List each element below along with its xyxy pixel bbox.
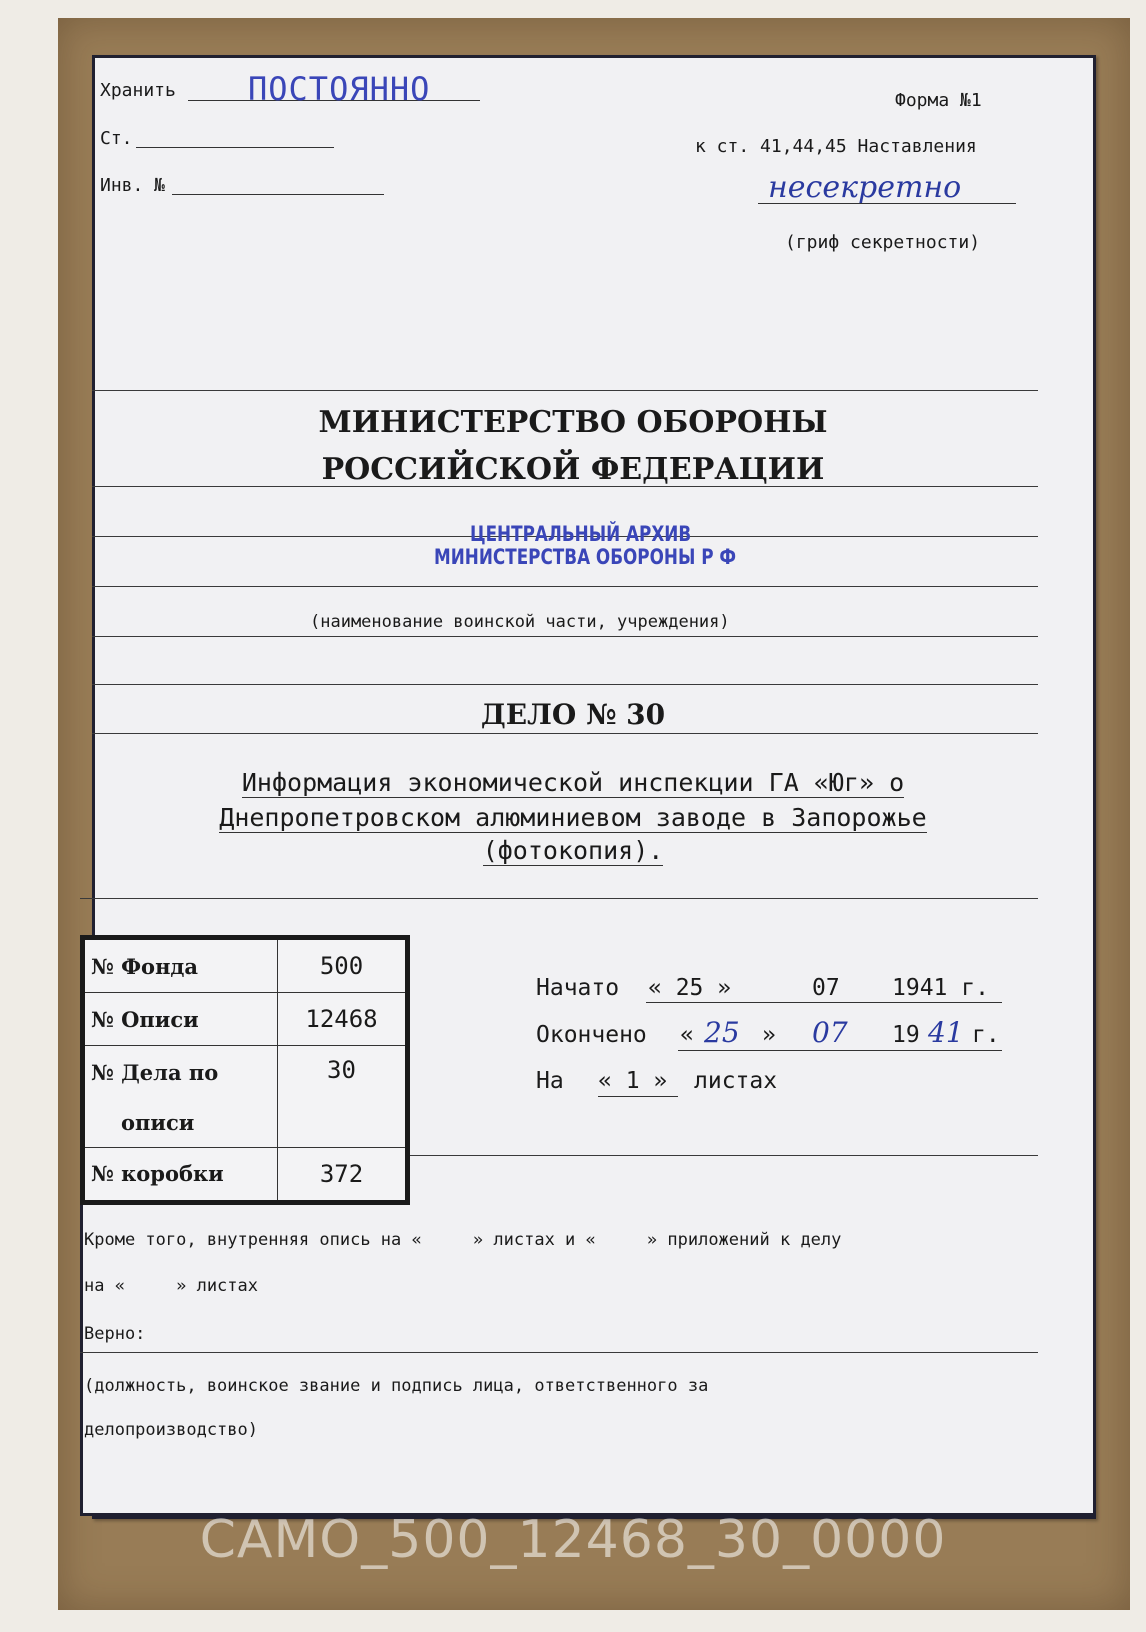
sheets-label: На [536,1068,564,1094]
secrecy-underline [758,203,1016,204]
case-no-label-cont: описи [83,1099,278,1148]
rule-line [92,636,1038,637]
secrecy-caption: (гриф секретности) [785,232,981,253]
rule-line [80,1352,1038,1353]
archive-watermark: CAMO_500_12468_30_0000 [199,1510,947,1570]
form-label: Форма №1 [895,90,982,111]
st-underline [136,147,334,148]
sheets-suffix: листах [694,1068,778,1094]
rule-line [92,390,1038,391]
responsible-line1: (должность, воинское звание и подпись лица, ответственного за [84,1376,709,1396]
ended-day-handwritten: 25 [704,1016,740,1049]
rule-line [80,898,1038,899]
ministry-line1: МИНИСТЕРСТВО ОБОРОНЫ [318,405,828,440]
table-row [83,993,408,1046]
ended-year-g: г. [972,1022,1000,1048]
case-no-label: № Дела по [83,1046,278,1099]
table-row [83,1046,408,1099]
ended-label: Окончено [536,1022,647,1048]
case-title-line1: Информация экономической инспекции ГА «Юг» о [241,768,905,797]
sheets-underline [598,1096,678,1097]
inv-label: Инв. № [100,175,166,196]
started-label: Начато [536,975,620,1001]
ended-month-handwritten: 07 [812,1016,848,1049]
fund-value: 500 [278,938,408,993]
started-day: « 25 » [648,975,732,1001]
internal-inventory-line1: Кроме того, внутренняя опись на « » листах и « » приложений к делу [84,1230,842,1250]
ended-year-prefix: 19 [892,1022,920,1048]
secrecy-handwritten: несекретно [768,170,962,205]
fund-table [80,935,410,1205]
st-label: Ст. [100,128,133,149]
table-row [83,1147,408,1202]
ended-year-handwritten: 41 [928,1016,964,1049]
inventory-value: 12468 [278,993,408,1046]
inv-underline [172,194,384,195]
case-number: ДЕЛО № 30 [480,698,666,731]
responsible-line2: делопроизводство) [84,1420,258,1440]
box-label: № коробки [83,1147,278,1202]
rule-line [92,733,1038,734]
internal-inventory-line2: на « » листах [84,1276,258,1296]
started-month: 07 [812,975,840,1001]
archive-stamp-line2: МИНИСТЕРСТВА ОБОРОНЫ Р Ф [434,545,737,569]
box-value: 372 [278,1147,408,1202]
started-year: 1941 г. [892,975,989,1001]
started-underline [646,1002,1002,1003]
unit-caption: (наименование воинской части, учреждения) [310,612,730,632]
ministry-line2: РОССИЙСКОЙ ФЕДЕРАЦИИ [321,452,825,487]
case-no-value: 30 [278,1046,408,1148]
keep-value-stamp: ПОСТОЯННО [248,70,431,108]
ended-day-open: « [680,1022,694,1048]
inventory-label: № Описи [83,993,278,1046]
ended-underline [678,1050,1002,1051]
verified-label: Верно: [84,1324,146,1344]
case-title-line2: Днепропетровском алюминиевом заводе в Запорожье [219,803,927,832]
case-title-line3: (фотокопия). [482,836,664,865]
keep-label: Хранить [100,80,176,101]
table-row [83,938,408,993]
fund-label: № Фонда [83,938,278,993]
rule-line [92,586,1038,587]
sheets-value: « 1 » [598,1068,668,1094]
ended-day-close: » [762,1022,776,1048]
rule-line [92,684,1038,685]
archive-stamp-line1: ЦЕНТРАЛЬНЫЙ АРХИВ [470,522,692,546]
articles-reference: к ст. 41,44,45 Наставления [695,136,977,157]
